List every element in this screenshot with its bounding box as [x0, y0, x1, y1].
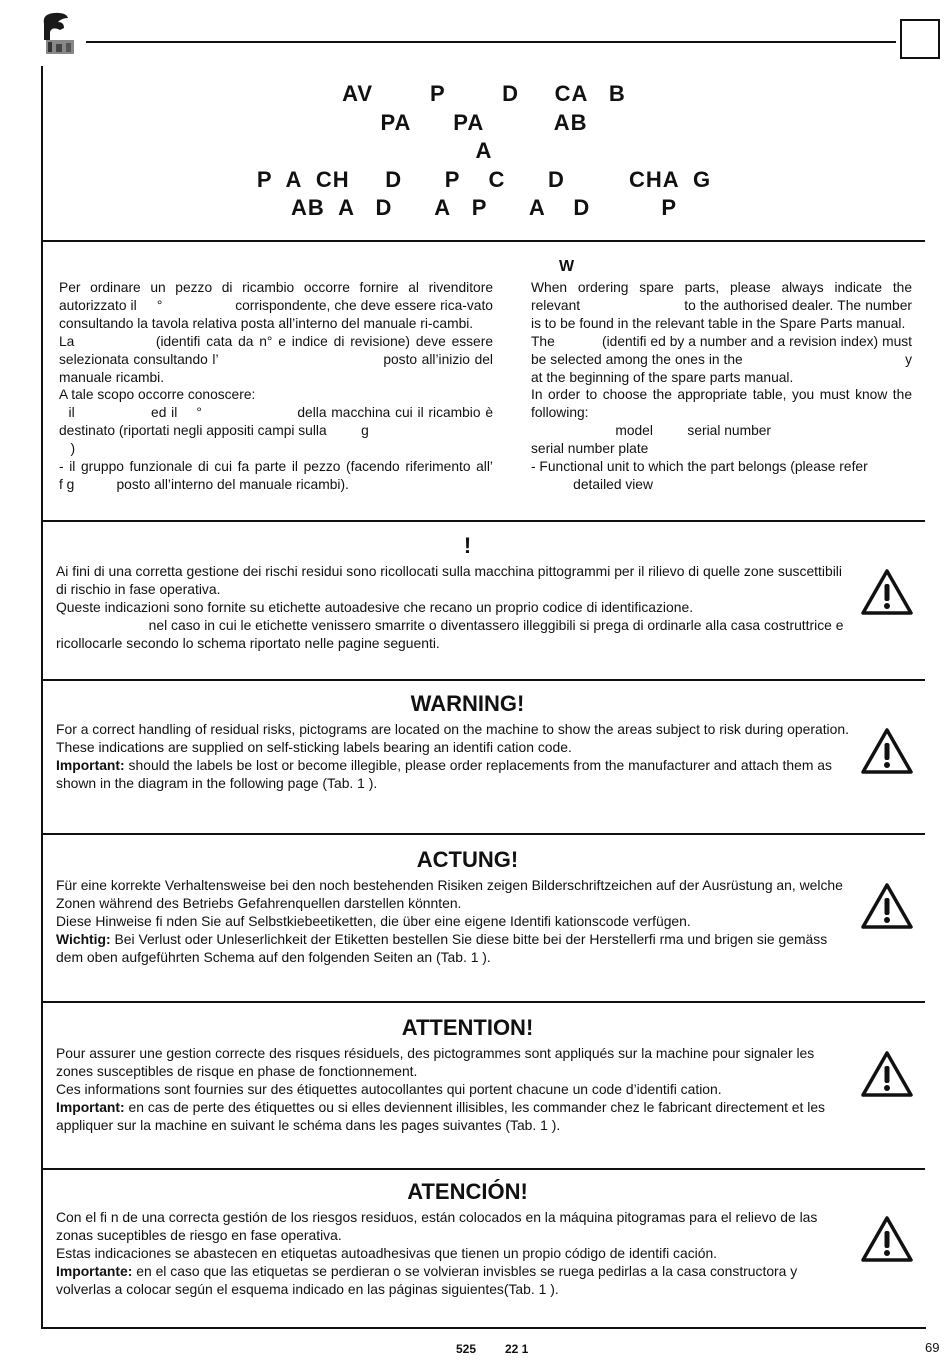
paragraph: When ordering spare parts, please always indicate the relevant to the authorised dealer. The number is to be found in the relevant table in the Spare Parts manual.	[531, 280, 916, 331]
warning-section-spanish	[56, 1179, 849, 1299]
paragraph: Important: should the labels be lost or become illegible, please order replacements from the manufacturer and attach them as shown in the diagram in the following page (Tab. 1 ).	[56, 756, 832, 791]
paragraph: Importante: en el caso que las etiquetas se perdieran o se volvieran invisbles se ruega pedirlas a la casa constructora y volverlas a colocar según el esquema indicado en las páginas siguientes(Tab. 1 ).	[56, 1262, 798, 1297]
paragraph: model serial number	[531, 423, 772, 439]
section-heading: ATENCIÓN!	[407, 1179, 528, 1204]
warning-triangle-icon	[860, 882, 914, 930]
warning-section-italian	[56, 533, 849, 653]
warning-triangle-icon	[860, 727, 914, 775]
english-column	[531, 279, 916, 494]
paragraph: serial number plate	[531, 441, 649, 457]
section-heading: !	[463, 533, 472, 558]
company-logo	[38, 10, 80, 58]
paragraph: Diese Hinweise fi nden Sie auf Selbstkiebeetiketten, die über eine eigene Identifi kationscode verfügen.	[56, 912, 691, 929]
title-line: PA PA AB	[380, 109, 588, 135]
warning-triangle-icon	[860, 1215, 914, 1263]
paragraph: Important: en cas de perte des étiquettes ou si elles deviennent illisibles, les commander chez le fabricant directement et les appliquer sur la machine en suivant le schéma dans les pages suivantes (Tab. 1 ).	[56, 1098, 825, 1133]
paragraph: Ces informations sont fournies sur des étiquettes autocollantes qui portent chacune un code d’identifi cation.	[56, 1080, 722, 1097]
title-line: AV P D CA B	[342, 81, 626, 106]
divider	[41, 1001, 925, 1003]
title-line: AB A D A P A D P	[290, 195, 678, 221]
paragraph: Für eine korrekte Verhaltensweise bei den noch bestehenden Risiken zeigen Bilderschriftzeichen auf der Ausrüstung an, welche Zonen während des Betriebs Gefahrenquellen darstellen könnten.	[56, 877, 843, 911]
paragraph: Ai fini di una corretta gestione dei rischi residui sono ricollocati sulla macchina pittogrammi per il rilievo di quelle zone suscettibili di rischio in fase operativa.	[56, 563, 842, 597]
paragraph: These indications are supplied on self-sticking labels bearing an identifi cation code.	[56, 738, 572, 755]
paragraph: Pour assurer une gestion correcte des risques résiduels, des pictogrammes sont appliqués sur la machine pour signaler les zones susceptibles de risque en phase de fonctionnement.	[56, 1045, 815, 1079]
warning-section-french	[56, 1015, 849, 1135]
divider	[41, 1168, 925, 1170]
section-heading: ATTENTION!	[401, 1015, 534, 1040]
divider	[41, 520, 925, 522]
paragraph: A tale scopo occorre conoscere:	[59, 387, 256, 403]
page-title	[43, 80, 925, 223]
paragraph: Queste indicazioni sono fornite su etichette autoadesive che recano un proprio codice di identificazione.	[56, 598, 694, 615]
corner-box	[900, 19, 940, 59]
divider	[41, 240, 925, 242]
paragraph: Per ordinare un pezzo di ricambio occorre fornire al rivenditore autorizzato il ° corrispondente, che deve essere rica-vato consultando la tavola relativa posta all’interno del manuale ri-cambi.	[59, 280, 497, 331]
warning-triangle-icon	[860, 1050, 914, 1098]
divider	[41, 679, 925, 681]
footer-code: 22 1	[505, 1342, 529, 1356]
paragraph: Estas indicaciones se abastecen en etiquetas autoadhesivas que tienen un propio código de identifi cación.	[56, 1244, 718, 1261]
paragraph: For a correct handling of residual risks, pictograms are located on the machine to show the areas subject to risk during operation.	[56, 721, 849, 737]
title-line: P A CH D P C D CHA G	[256, 166, 712, 192]
page-number: 69	[925, 1340, 940, 1355]
paragraph: Wichtig: Bei Verlust oder Unleserlichkeit der Etiketten bestellen Sie diese bitte bei der Herstellerfi rma und brigen sie gemäss dem oben aufgeführten Schema auf den folgenden Seiten an (Tab. 1 ).	[56, 930, 828, 965]
divider	[41, 833, 925, 835]
warning-section-german	[56, 847, 849, 967]
title-line: A	[475, 138, 493, 164]
paragraph: - Functional unit to which the part belongs (please refer	[531, 459, 868, 475]
paragraph: il ed il ° della macchina cui il ricambio è destinato (riportati negli appositi campi sulla g	[59, 405, 497, 439]
english-column-heading: W	[559, 258, 575, 275]
paragraph: detailed view	[531, 476, 653, 492]
paragraph: nel caso in cui le etichette venissero smarrite o diventassero illeggibili si prega di ordinarle alla casa costruttrice e ricollocarle secondo lo schema riportato nelle pagine seguenti.	[56, 616, 848, 651]
header-rule	[86, 41, 896, 43]
italian-column	[59, 279, 539, 494]
paragraph: In order to choose the appropriate table, you must know the following:	[531, 387, 916, 421]
warning-triangle-icon	[860, 568, 914, 616]
footer-code: 525	[456, 1342, 477, 1356]
paragraph: - il gruppo funzionale di cui fa parte il pezzo (facendo riferimento all’ f g posto all’interno del manuale ricambi).	[59, 459, 539, 492]
section-heading: WARNING!	[410, 691, 525, 716]
frame-left-border	[41, 66, 43, 1328]
paragraph: Con el fi n de una correcta gestión de los riesgos residuos, están colocados en la máquina pitogramas para el relievo de las zonas suceptibles de riesgo en fase operativa.	[56, 1209, 818, 1243]
paragraph: La (identifi cata da n° e indice di revisione) deve essere selezionata consultando l’ posto all’inizio del manuale ricambi.	[59, 333, 497, 385]
section-heading: ACTUNG!	[416, 847, 519, 872]
paragraph: The (identifi ed by a number and a revision index) must be selected among the ones in the y at the beginning of the spare parts manual.	[531, 333, 916, 385]
paragraph: )	[59, 441, 76, 457]
frame-bottom-border	[41, 1327, 926, 1329]
warning-section-english	[56, 691, 849, 793]
